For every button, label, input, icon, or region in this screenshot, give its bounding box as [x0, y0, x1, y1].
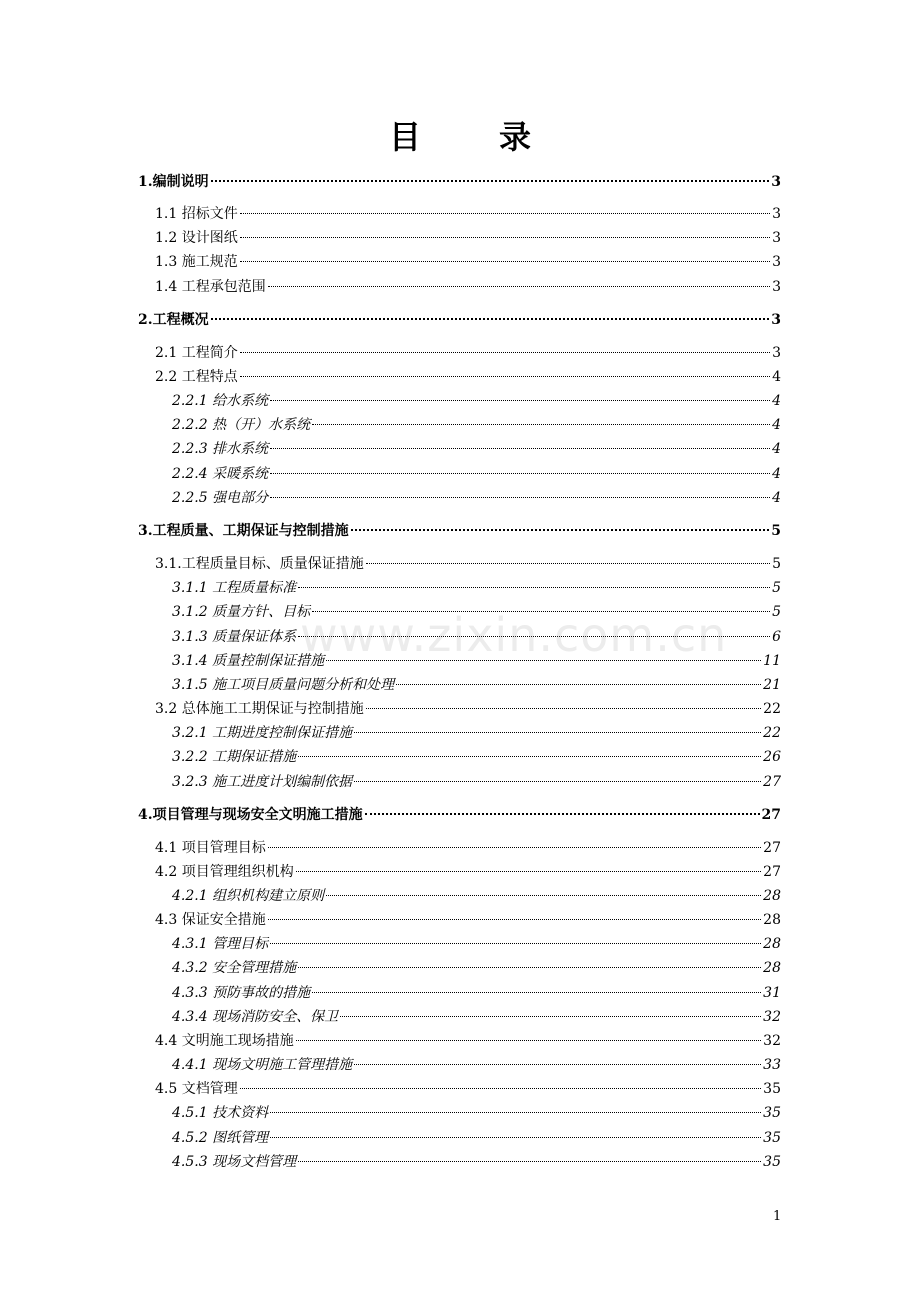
dot-leader: [326, 660, 761, 661]
toc-entry-label: 2.2.5 强电部分: [172, 490, 269, 506]
toc-entry[interactable]: [155, 366, 781, 388]
toc-entry-label: 1.1 招标文件: [155, 206, 238, 222]
dot-leader: [340, 1016, 761, 1017]
toc-entry-label: 3.1.工程质量目标、质量保证措施: [155, 556, 364, 572]
toc-entry-page: 4: [772, 369, 781, 385]
dot-leader: [240, 237, 770, 238]
toc-entry[interactable]: [172, 487, 781, 509]
toc-entry[interactable]: [155, 1078, 781, 1100]
title-part-1: 目: [388, 118, 421, 156]
toc-entry-page: 3: [772, 254, 781, 270]
toc-entry[interactable]: [172, 390, 781, 412]
toc-entry-page: 4: [772, 393, 781, 409]
toc-entry-page: 5: [771, 523, 781, 539]
dot-leader: [270, 497, 770, 498]
dot-leader: [312, 992, 761, 993]
toc-entry-label: 1.2 设计图纸: [155, 230, 238, 246]
toc-entry-page: 4: [772, 441, 781, 457]
watermark: www.zixin.com.cn: [300, 608, 728, 662]
toc-entry[interactable]: [172, 650, 781, 672]
toc-entry-label: 4.3 保证安全措施: [155, 912, 266, 928]
toc-entry-page: 5: [772, 604, 781, 620]
toc-entry[interactable]: [138, 520, 781, 542]
toc-entry-page: 4: [772, 417, 781, 433]
toc-entry[interactable]: [172, 1102, 781, 1124]
toc-entry-page: 28: [763, 888, 781, 904]
toc-entry-page: 35: [763, 1154, 781, 1170]
dot-leader: [270, 448, 770, 449]
toc-entry-label: 4.4 文明施工现场措施: [155, 1033, 294, 1049]
toc-entry-page: 3: [772, 206, 781, 222]
toc-entry-label: 3.1.5 施工项目质量问题分析和处理: [172, 677, 395, 693]
toc-entry[interactable]: [155, 203, 781, 225]
toc-entry[interactable]: [155, 1030, 781, 1052]
page-number: 1: [773, 1209, 782, 1224]
page-title: [0, 112, 920, 158]
toc-entry[interactable]: [155, 698, 781, 720]
toc-entry-label: 2.2.2 热（开）水系统: [172, 417, 311, 433]
toc-entry-page: 27: [763, 840, 781, 856]
toc-entry-label: 4.3.4 现场消防安全、保卫: [172, 1009, 339, 1025]
title-part-2: 录: [499, 118, 532, 156]
toc-entry-label: 4.1 项目管理目标: [155, 840, 266, 856]
toc-entry[interactable]: [172, 674, 781, 696]
dot-leader: [354, 732, 761, 733]
toc-entry[interactable]: [172, 982, 781, 1004]
toc-entry-label: 2.2.4 采暖系统: [172, 466, 269, 482]
toc-entry[interactable]: [155, 251, 781, 273]
toc-entry[interactable]: [172, 1127, 781, 1149]
toc-entry-page: 31: [763, 985, 781, 1001]
dot-leader: [268, 286, 770, 287]
dot-leader: [298, 636, 770, 637]
toc-entry-label: 4.2.1 组织机构建立原则: [172, 888, 325, 904]
toc-entry[interactable]: [172, 933, 781, 955]
toc-entry-label: 3.2 总体施工工期保证与控制措施: [155, 701, 364, 717]
toc-entry[interactable]: [172, 722, 781, 744]
dot-leader: [354, 1064, 761, 1065]
toc-entry-label: 3.1.3 质量保证体系: [172, 629, 297, 645]
toc-entry-page: 3: [771, 312, 781, 328]
dot-leader: [351, 529, 770, 531]
toc-entry-label: 2.2 工程特点: [155, 369, 238, 385]
toc-entry[interactable]: [138, 171, 781, 193]
toc-entry-label: 2.1 工程简介: [155, 345, 238, 361]
toc-entry[interactable]: [172, 626, 781, 648]
toc-entry-label: 2.2.3 排水系统: [172, 441, 269, 457]
toc-entry[interactable]: [172, 957, 781, 979]
toc-entry-label: 3.2.1 工期进度控制保证措施: [172, 725, 353, 741]
toc-entry-page: 22: [763, 725, 781, 741]
toc-entry[interactable]: [155, 861, 781, 883]
toc-entry[interactable]: [155, 227, 781, 249]
toc-entry-page: 35: [763, 1105, 781, 1121]
dot-leader: [270, 1137, 761, 1138]
toc-entry[interactable]: [138, 804, 781, 826]
dot-leader: [296, 871, 761, 872]
dot-leader: [270, 473, 770, 474]
toc-entry[interactable]: [172, 771, 781, 793]
toc-entry-label: 3.2.2 工期保证措施: [172, 749, 297, 765]
dot-leader: [354, 781, 761, 782]
toc-entry-page: 27: [763, 864, 781, 880]
toc-entry-page: 32: [763, 1033, 781, 1049]
toc-entry[interactable]: [155, 342, 781, 364]
dot-leader: [240, 376, 770, 377]
toc-entry[interactable]: [155, 909, 781, 931]
toc-entry-page: 27: [763, 774, 781, 790]
dot-leader: [270, 1112, 761, 1113]
dot-leader: [298, 756, 761, 757]
dot-leader: [396, 684, 761, 685]
toc-entry-page: 32: [763, 1009, 781, 1025]
dot-leader: [296, 1040, 761, 1041]
toc-entry-page: 21: [763, 677, 781, 693]
dot-leader: [298, 587, 770, 588]
dot-leader: [240, 1088, 761, 1089]
toc-entry[interactable]: [172, 885, 781, 907]
toc-entry-page: 26: [763, 749, 781, 765]
toc-entry-page: 35: [763, 1130, 781, 1146]
toc-entry[interactable]: [155, 276, 781, 298]
toc-entry-label: 3.1.2 质量方针、目标: [172, 604, 311, 620]
toc-entry-page: 6: [772, 629, 781, 645]
toc-entry-page: 35: [763, 1081, 781, 1097]
dot-leader: [268, 847, 761, 848]
dot-leader: [240, 213, 770, 214]
dot-leader: [268, 919, 761, 920]
toc-entry[interactable]: [138, 309, 781, 331]
toc-entry-page: 33: [763, 1057, 781, 1073]
toc-entry-label: 1.编制说明: [138, 174, 209, 190]
toc-entry[interactable]: [172, 746, 781, 768]
toc-entry-page: 5: [772, 556, 781, 572]
dot-leader: [211, 318, 770, 320]
dot-leader: [312, 424, 770, 425]
dot-leader: [240, 352, 770, 353]
toc-entry-page: 27: [761, 807, 781, 823]
toc-entry-label: 4.5.1 技术资料: [172, 1105, 269, 1121]
toc-entry-label: 1.4 工程承包范围: [155, 279, 266, 295]
toc-entry-label: 4.2 项目管理组织机构: [155, 864, 294, 880]
toc-entry-page: 3: [772, 230, 781, 246]
toc-entry-page: 28: [763, 960, 781, 976]
toc-entry[interactable]: [172, 1006, 781, 1028]
toc-entry[interactable]: [172, 601, 781, 623]
toc-entry-label: 4.4.1 现场文明施工管理措施: [172, 1057, 353, 1073]
toc-entry-page: 4: [772, 466, 781, 482]
toc-entry[interactable]: [155, 553, 781, 575]
toc-entry[interactable]: [155, 837, 781, 859]
toc-entry-page: 22: [763, 701, 781, 717]
toc-entry[interactable]: [172, 1151, 781, 1173]
dot-leader: [312, 611, 770, 612]
dot-leader: [326, 895, 761, 896]
dot-leader: [298, 967, 761, 968]
toc-entry-page: 3: [771, 174, 781, 190]
dot-leader: [366, 563, 770, 564]
dot-leader: [270, 943, 761, 944]
toc-entry-label: 4.项目管理与现场安全文明施工措施: [138, 807, 363, 823]
toc-entry-label: 3.2.3 施工进度计划编制依据: [172, 774, 353, 790]
toc-entry-label: 3.1.1 工程质量标准: [172, 580, 297, 596]
toc-entry-page: 28: [763, 912, 781, 928]
toc-entry[interactable]: [172, 463, 781, 485]
dot-leader: [365, 813, 760, 815]
toc-entry-label: 4.5.3 现场文档管理: [172, 1154, 297, 1170]
toc-entry[interactable]: [172, 414, 781, 436]
toc-entry[interactable]: [172, 577, 781, 599]
toc-entry-label: 4.3.2 安全管理措施: [172, 960, 297, 976]
toc-entry[interactable]: [172, 438, 781, 460]
toc-entry[interactable]: [172, 1054, 781, 1076]
toc-entry-page: 4: [772, 490, 781, 506]
toc-entry-page: 5: [772, 580, 781, 596]
toc-entry-label: 4.3.3 预防事故的措施: [172, 985, 311, 1001]
toc-entry-label: 3.工程质量、工期保证与控制措施: [138, 523, 349, 539]
toc-entry-label: 4.5.2 图纸管理: [172, 1130, 269, 1146]
dot-leader: [298, 1161, 761, 1162]
toc-entry-page: 3: [772, 345, 781, 361]
toc-entry-label: 2.工程概况: [138, 312, 209, 328]
toc-entry-label: 4.5 文档管理: [155, 1081, 238, 1097]
toc-entry-label: 3.1.4 质量控制保证措施: [172, 653, 325, 669]
toc-entry-label: 2.2.1 给水系统: [172, 393, 269, 409]
toc-entry-page: 28: [763, 936, 781, 952]
dot-leader: [366, 708, 761, 709]
toc-entry-page: 11: [763, 653, 781, 669]
dot-leader: [240, 261, 770, 262]
toc-entry-label: 1.3 施工规范: [155, 254, 238, 270]
toc-entry-page: 3: [772, 279, 781, 295]
dot-leader: [211, 180, 770, 182]
toc-entry-label: 4.3.1 管理目标: [172, 936, 269, 952]
dot-leader: [270, 400, 770, 401]
